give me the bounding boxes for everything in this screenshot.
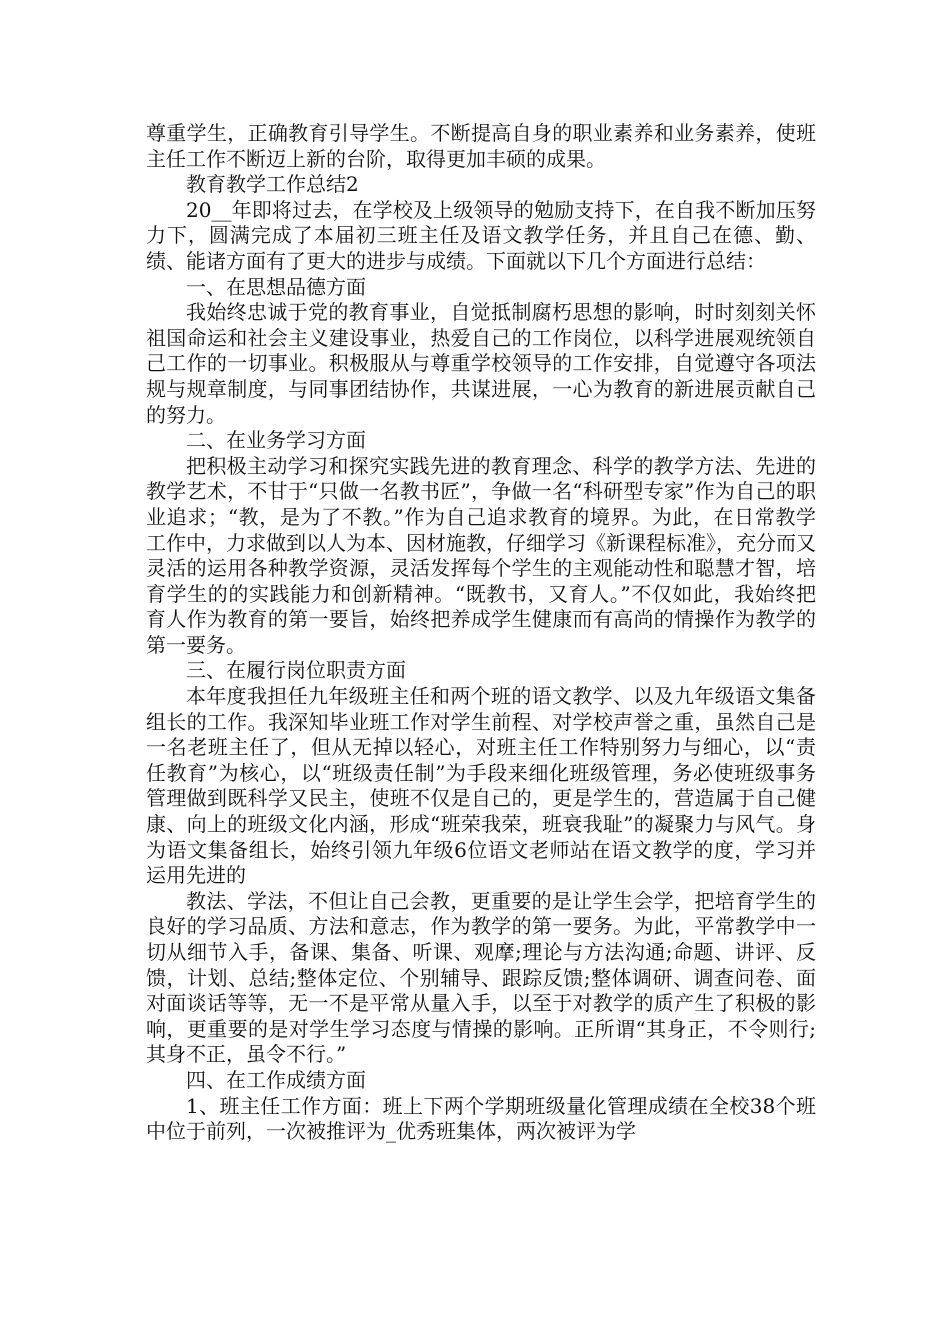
paragraph-ideology: 我始终忠诚于党的教育事业，自觉抵制腐朽思想的影响，时时刻刻关怀祖国命运和社会主义建设事业，热爱自己的工作岗位，以科学进展观统领自己工作的一切事业。积极服从与尊重学校领导的工作安排，自觉遵守各项法规与规章制度，与同事团结协作，共谋进展，一心为教育的新进展贡献自己的努力。 bbox=[146, 300, 816, 427]
heading-ideology: 一、在思想品德方面 bbox=[186, 274, 366, 299]
heading-achievements: 四、在工作成绩方面 bbox=[186, 1067, 366, 1092]
document-body bbox=[146, 121, 816, 1145]
section-title: 教育教学工作总结2 bbox=[186, 172, 359, 197]
paragraph-methods: 教法、学法，不但让自己会教，更重要的是让学生会学，把培育学生的良好的学习品质、方法和意志，作为教学的第一要务。为此，平常教学中一切从细节入手，备课、集备、听课、观摩;理论与方法沟通;命题、讲评、反馈，计划、总结;整体定位、个别辅导、跟踪反馈;整体调研、调查问卷、面对面谈话等等，无一不是平常从量入手，以至于对教学的质产生了积极的影响，更重要的是对学生学习态度与情操的影响。正所谓“其身正，不令则行;其身不正，虽令不行。” bbox=[146, 888, 816, 1067]
heading-study: 二、在业务学习方面 bbox=[186, 428, 366, 453]
paragraph-achievements: 1、班主任工作方面：班上下两个学期班级量化管理成绩在全校38个班中位于前列，一次被推评为_优秀班集体，两次被评为学 bbox=[146, 1093, 816, 1144]
paragraph-intro: 20__年即将过去，在学校及上级领导的勉励支持下，在自我不断加压努力下，圆满完成了本届初三班主任及语文教学任务，并且自己在德、勤、绩、能诸方面有了更大的进步与成绩。下面就以下几个方面进行总结： bbox=[146, 197, 816, 273]
heading-duties: 三、在履行岗位职责方面 bbox=[186, 658, 406, 683]
paragraph-study: 把积极主动学习和探究实践先进的教育理念、科学的教学方法、先进的教学艺术，不甘于“只做一名教书匠”，争做一名“科研型专家”作为自己的职业追求；“教，是为了不教。”作为自己追求教育的境界。为此，在日常教学工作中，力求做到以人为本、因材施教，仔细学习《新课程标准》，充分而又灵活的运用各种教学资源，灵活发挥每个学生的主观能动性和聪慧才智，培育学生的的实践能力和创新精神。“既教书，又育人。”不仅如此，我始终把育人作为教育的第一要旨，始终把养成学生健康而有高尚的情操作为教学的第一要务。 bbox=[146, 453, 816, 657]
paragraph-duties: 本年度我担任九年级班主任和两个班的语文教学、以及九年级语文集备组长的工作。我深知毕业班工作对学生前程、对学校声誉之重，虽然自己是一名老班主任了，但从无掉以轻心，对班主任工作特别努力与细心，以“责任教育”为核心，以“班级责任制”为手段来细化班级管理，务必使班级事务管理做到既科学又民主，使班不仅是自己的，更是学生的，营造属于自己健康、向上的班级文化内涵，形成“班荣我荣，班衰我耻”的凝聚力与风气。身为语文集备组长，始终引领九年级6位语文老师站在语文教学的度，学习并运用先进的 bbox=[146, 684, 816, 888]
paragraph-continuation: 尊重学生，正确教育引导学生。不断提高自身的职业素养和业务素养，使班主任工作不断迈上新的台阶，取得更加丰硕的成果。 bbox=[146, 121, 816, 171]
